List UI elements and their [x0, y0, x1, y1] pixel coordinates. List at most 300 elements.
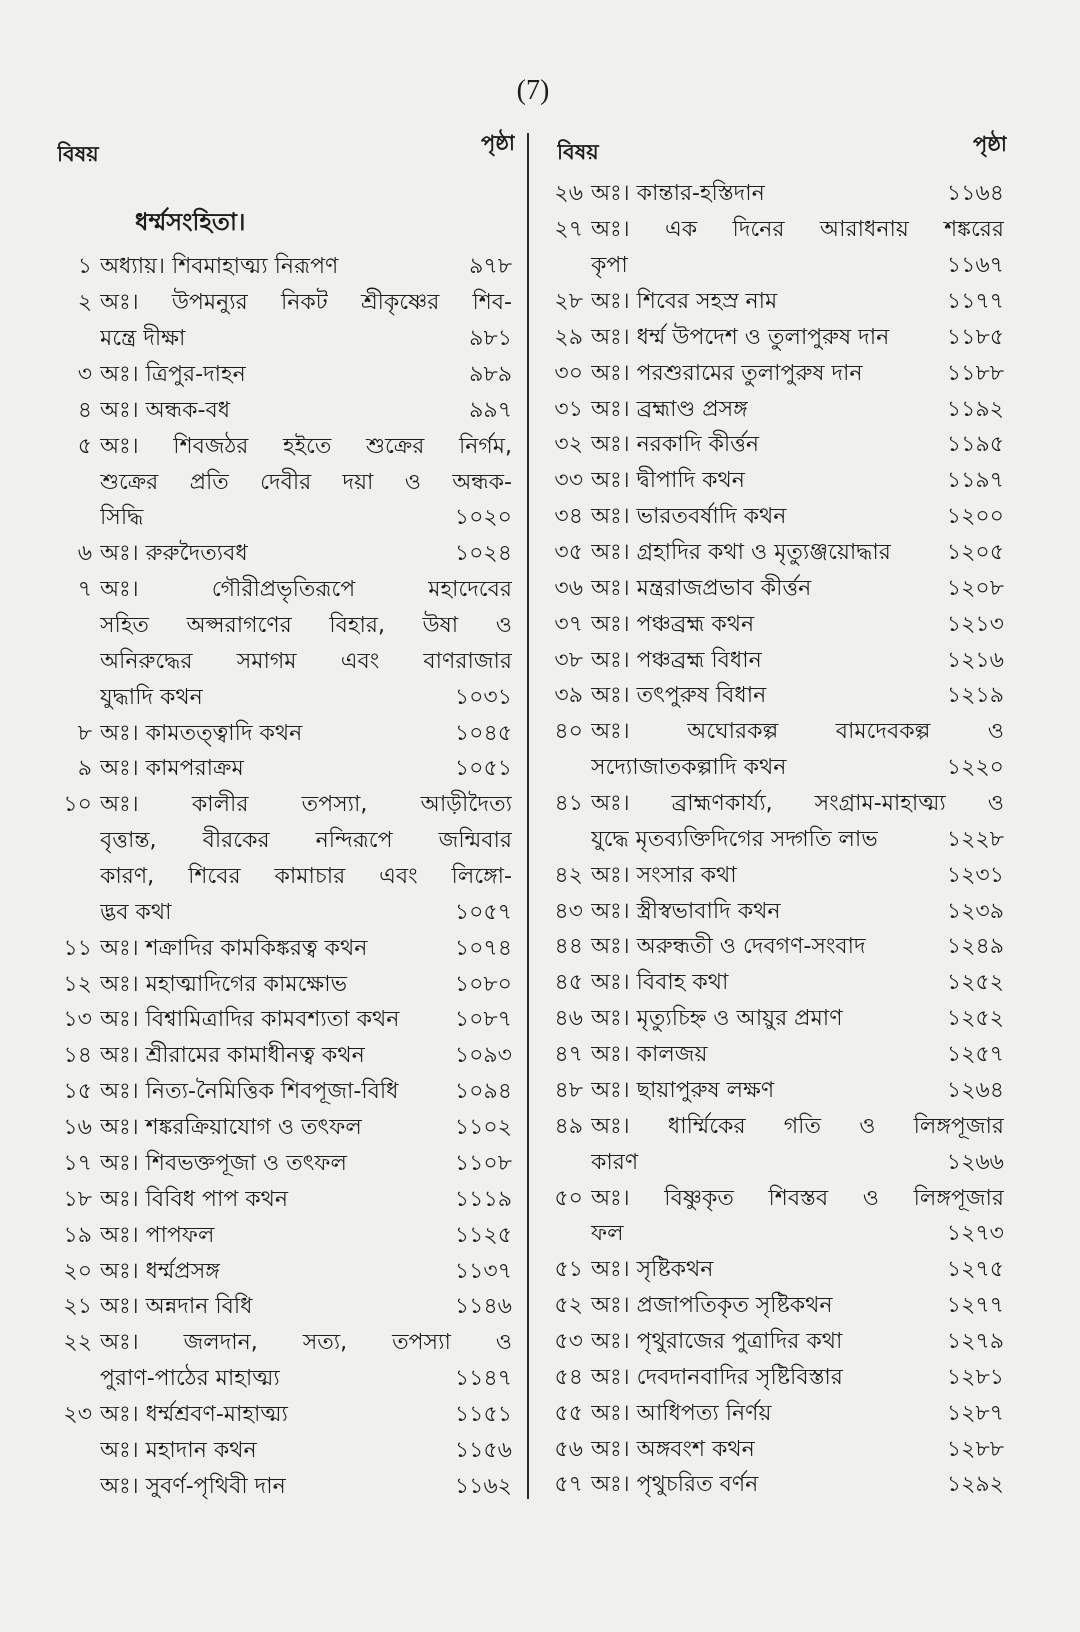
toc-entry-row	[54, 1433, 512, 1469]
page-reference: ১১০২	[454, 1115, 512, 1141]
toc-entry-row	[54, 501, 512, 537]
toc-entry	[54, 1326, 512, 1398]
page-reference: ১০২৪	[454, 541, 512, 567]
chapter-title-line: অঃ। শিবজঠর হইতে শুক্রের নির্গম,	[100, 433, 512, 459]
chapter-title-line: অঃ। কালজয়	[591, 1042, 708, 1068]
chapter-title-line: অঃ। পৃথুরাজের পুত্রাদির কথা	[591, 1328, 843, 1354]
toc-entry	[545, 930, 1004, 966]
chapter-title-line: অঃ। ছায়াপুরুষ লক্ষণ	[591, 1077, 775, 1103]
chapter-title-line: অঃ। বিশ্বামিত্রাদির কামবশ্যতা কথন	[100, 1007, 400, 1033]
toc-entry	[54, 1398, 512, 1434]
chapter-number: ২৯	[554, 324, 583, 350]
chapter-number: ৩৪	[554, 504, 583, 530]
chapter-number: ৪০	[554, 719, 583, 745]
page-reference: ১২৯২	[946, 1472, 1004, 1498]
toc-entry	[545, 356, 1004, 392]
toc-entry	[545, 464, 1004, 500]
chapter-number: ৩৬	[554, 575, 583, 601]
toc-entry	[545, 894, 1004, 930]
toc-entry-row	[54, 680, 512, 716]
chapter-number: ৫১	[554, 1257, 583, 1283]
chapter-title-line: অঃ। প্রজাপতিকৃত সৃষ্টিকথন	[591, 1293, 833, 1319]
toc-entry	[545, 1038, 1004, 1074]
chapter-title-line: অধ্যায়। শিবমাহাত্ম্য নিরূপণ	[100, 254, 339, 280]
toc-entry	[545, 679, 1004, 715]
page-reference: ১০৫৭	[454, 899, 512, 925]
toc-entry-row	[54, 788, 512, 824]
chapter-number: ৪৭	[554, 1042, 583, 1068]
toc-entry	[545, 643, 1004, 679]
chapter-title-line: অঃ। অঘোরকল্প বামদেবকল্প ও	[591, 719, 1004, 745]
page-reference: ১২৬৬	[946, 1149, 1004, 1175]
toc-entry	[545, 1181, 1004, 1253]
toc-entry	[545, 177, 1004, 213]
left-column-header-subject: বিষয়	[57, 142, 99, 166]
chapter-title-line: ফল	[591, 1221, 624, 1247]
page-reference: ১২৭৫	[946, 1257, 1004, 1283]
chapter-number: ৩৯	[554, 683, 583, 709]
toc-entry-row	[54, 465, 512, 501]
chapter-number: ১৩	[63, 1007, 92, 1033]
chapter-number: ৫৩	[554, 1328, 583, 1354]
toc-entry-row	[545, 1109, 1004, 1145]
toc-entry	[54, 1218, 512, 1254]
toc-entry-row	[545, 320, 1004, 356]
toc-entry-row	[545, 356, 1004, 392]
chapter-number: ৪	[77, 397, 92, 423]
chapter-number: ৪৮	[554, 1077, 583, 1103]
page-reference: ১১৮৮	[946, 360, 1004, 386]
toc-entry	[545, 1002, 1004, 1038]
toc-entry-row	[545, 679, 1004, 715]
toc-entry	[54, 1039, 512, 1075]
chapter-title-line: অঃ। শিবের সহস্র নাম	[591, 289, 778, 315]
chapter-number: ৩	[77, 362, 92, 388]
chapter-number: ১১	[63, 935, 92, 961]
chapter-title-line: পুরাণ-পাঠের মাহাত্ম্য	[100, 1366, 280, 1392]
page-reference: ১২৩৯	[946, 898, 1004, 924]
toc-entry-row	[545, 1289, 1004, 1325]
toc-entry	[545, 607, 1004, 643]
toc-entry-row	[54, 1146, 512, 1182]
toc-entry-row	[545, 643, 1004, 679]
toc-entry-row	[545, 213, 1004, 249]
toc-entry-row	[54, 1254, 512, 1290]
chapter-title-line: অঃ। ত্রিপুর-দাহন	[100, 362, 246, 388]
toc-entry	[54, 967, 512, 1003]
toc-entry-row	[545, 751, 1004, 787]
chapter-title-line: দ্ভব কথা	[100, 899, 172, 925]
toc-entry-row	[54, 716, 512, 752]
page-reference: ১২৭৯	[946, 1328, 1004, 1354]
chapter-number: ১০	[63, 792, 92, 818]
chapter-title-line: অঃ। দ্বীপাদি কথন	[591, 468, 745, 494]
toc-entry	[545, 1432, 1004, 1468]
chapter-number: ৩৮	[554, 647, 583, 673]
toc-entry	[545, 1468, 1004, 1504]
chapter-number: ২৩	[63, 1401, 92, 1427]
toc-entry	[545, 1396, 1004, 1432]
chapter-title-line: অঃ। অন্নদান বিধি	[100, 1294, 253, 1320]
page-reference: ১২৫৭	[946, 1042, 1004, 1068]
toc-entry	[54, 286, 512, 358]
chapter-title-line: অঃ। পৃথুচরিত বর্ণন	[591, 1472, 759, 1498]
page-reference: ১১৯৫	[946, 432, 1004, 458]
chapter-number: ২০	[63, 1258, 92, 1284]
chapter-title-line: অঃ। শঙ্করক্রিয়াযোগ ও তৎফল	[100, 1115, 362, 1141]
toc-entry-row	[54, 322, 512, 358]
page-reference: ১২৮৮	[946, 1436, 1004, 1462]
toc-entry-row	[545, 464, 1004, 500]
toc-entry	[54, 358, 512, 394]
page-reference: ৯৮১	[469, 326, 512, 352]
chapter-number: ৫৪	[554, 1364, 583, 1390]
toc-entry-row	[545, 1432, 1004, 1468]
page-reference: ১০৯৩	[454, 1043, 512, 1069]
page-reference: ১০৫১	[454, 756, 512, 782]
page-reference: ৯৯৭	[469, 397, 512, 423]
chapter-number: ৩৩	[554, 468, 583, 494]
toc-entry-row	[54, 644, 512, 680]
toc-entry-row	[54, 393, 512, 429]
toc-entry	[545, 285, 1004, 321]
page-reference: ৯৮৯	[469, 362, 512, 388]
toc-entry-row	[545, 177, 1004, 213]
toc-entry-row	[545, 1325, 1004, 1361]
chapter-title-line: সদ্যোজাতকল্পাদি কথন	[591, 755, 787, 781]
page-reference: ১০২০	[454, 505, 512, 531]
column-divider	[527, 133, 529, 1499]
chapter-number: ৪৫	[554, 970, 583, 996]
toc-entry	[545, 536, 1004, 572]
toc-entry-row	[54, 1469, 512, 1505]
toc-entry	[545, 1325, 1004, 1361]
chapter-title-line: সিদ্ধি	[100, 505, 144, 531]
chapter-title-line: অঃ। মহাত্মাদিগের কামক্ষোভ	[100, 971, 348, 997]
toc-entry-row	[545, 1217, 1004, 1253]
chapter-title-line: অঃ। নিত্য-নৈমিত্তিক শিবপূজা-বিধি	[100, 1079, 399, 1105]
chapter-title-line: অঃ। আধিপত্য নির্ণয়	[591, 1400, 772, 1426]
chapter-title-line: অঃ। পঞ্চব্রহ্ম কথন	[591, 611, 755, 637]
toc-entry	[545, 392, 1004, 428]
toc-entry	[54, 1146, 512, 1182]
page-reference: ১১২৫	[454, 1222, 512, 1248]
chapter-number: ৪২	[554, 862, 583, 888]
chapter-title-line: অঃ। মহাদান কথন	[100, 1437, 257, 1463]
chapter-number: ১	[77, 254, 92, 280]
toc-entry-row	[545, 428, 1004, 464]
chapter-title-line: অঃ। ধার্ম্মিকের গতি ও লিঙ্গপূজার	[591, 1113, 1004, 1139]
right-column-header-subject: বিষয়	[557, 140, 599, 164]
toc-entry	[54, 1433, 512, 1469]
toc-entry-row	[54, 1398, 512, 1434]
chapter-number: ২৭	[554, 217, 583, 243]
page-reference: ৯৭৮	[469, 254, 512, 280]
chapter-title-line: অঃ। বিবাহ কথা	[591, 970, 729, 996]
chapter-title-line: অঃ। ধর্ম্মপ্রসঙ্গ	[100, 1258, 220, 1284]
toc-entry-row	[54, 895, 512, 931]
toc-entry	[545, 1109, 1004, 1181]
toc-entry-row	[54, 931, 512, 967]
chapter-number: ১৭	[63, 1150, 92, 1176]
toc-entry-row	[54, 286, 512, 322]
page-reference: ১২০৮	[946, 575, 1004, 601]
toc-entry-row	[545, 1073, 1004, 1109]
page-reference: ১১৯২	[946, 396, 1004, 422]
chapter-number: ৮	[77, 720, 92, 746]
chapter-title-line: অনিরুদ্ধের সমাগম এবং বাণরাজার	[100, 648, 512, 674]
chapter-title-line: কারণ	[591, 1149, 639, 1175]
chapter-number: ৩২	[554, 432, 583, 458]
toc-entry	[545, 571, 1004, 607]
chapter-title-line: অঃ। কামপরাক্রম	[100, 756, 244, 782]
toc-entry-row	[54, 537, 512, 573]
toc-entry-row	[54, 1075, 512, 1111]
toc-entry	[545, 1253, 1004, 1289]
toc-entry	[545, 858, 1004, 894]
chapter-number: ২৮	[554, 289, 583, 315]
chapter-number: ৫	[77, 433, 92, 459]
toc-entry	[54, 573, 512, 716]
chapter-title-line: অঃ। পরশুরামের তুলাপুরুষ দান	[591, 360, 863, 386]
chapter-title-line: অঃ। পঞ্চব্রহ্ম বিধান	[591, 647, 762, 673]
chapter-title-line: অঃ। এক দিনের আরাধনায় শঙ্করের	[591, 217, 1004, 243]
toc-entry-row	[545, 930, 1004, 966]
toc-entry	[545, 320, 1004, 356]
toc-entry	[54, 1075, 512, 1111]
chapter-title-line: অঃ। ব্রাহ্মণকার্য্য, সংগ্রাম-মাহাত্ম্য ও	[591, 791, 1004, 817]
toc-entry	[54, 1469, 512, 1505]
chapter-title-line: অঃ। গৌরীপ্রভৃতিরূপে মহাদেবের	[100, 577, 512, 603]
page-reference: ১১৫৬	[454, 1437, 512, 1463]
chapter-number: ২১	[63, 1294, 92, 1320]
toc-entry-row	[545, 285, 1004, 321]
toc-entry-row	[545, 894, 1004, 930]
chapter-title-line: অঃ। দেবদানবাদির সৃষ্টিবিস্তার	[591, 1364, 843, 1390]
toc-entry	[54, 788, 512, 931]
chapter-title-line: মন্ত্রে দীক্ষা	[100, 326, 186, 352]
chapter-title-line: অঃ। রুরুদৈত্যবধ	[100, 541, 248, 567]
page-reference: ১১৯৭	[946, 468, 1004, 494]
page-reference: ১২৮১	[946, 1364, 1004, 1390]
toc-entry	[545, 428, 1004, 464]
chapter-title-line: অঃ। ধর্ম্মশ্রবণ-মাহাত্ম্য	[100, 1401, 288, 1427]
page-reference: ১১৮৫	[946, 324, 1004, 350]
left-column-header-page: পৃষ্ঠা	[480, 131, 515, 155]
chapter-title-line: অঃ। বিবিধ পাপ কথন	[100, 1186, 289, 1212]
toc-entry	[54, 716, 512, 752]
page-reference: ১০৪৫	[454, 720, 512, 746]
toc-entry-row	[54, 1362, 512, 1398]
toc-entry	[54, 752, 512, 788]
page-reference: ১০৩১	[454, 684, 512, 710]
toc-entry-row	[54, 1290, 512, 1326]
toc-entry-row	[54, 1111, 512, 1147]
toc-entry	[545, 500, 1004, 536]
toc-entry-row	[545, 536, 1004, 572]
chapter-title-line: যুদ্ধাদি কথন	[100, 684, 203, 710]
chapter-number: ৫২	[554, 1293, 583, 1319]
page-reference: ১২০৫	[946, 540, 1004, 566]
page-reference: ১২৫২	[946, 970, 1004, 996]
toc-entry	[54, 1290, 512, 1326]
chapter-number: ২৬	[554, 181, 583, 207]
chapter-title-line: অঃ। অন্ধক-বধ	[100, 397, 231, 423]
page-reference: ১১৪৬	[454, 1294, 512, 1320]
page-reference: ১২০০	[946, 504, 1004, 530]
toc-entry-row	[545, 571, 1004, 607]
toc-entry-row	[545, 500, 1004, 536]
chapter-number: ৪৩	[554, 898, 583, 924]
toc-entry-row	[54, 573, 512, 609]
page-reference: ১১১৯	[454, 1186, 512, 1212]
chapter-number: ৯	[77, 756, 92, 782]
toc-entry	[545, 1289, 1004, 1325]
toc-entry-row	[54, 1003, 512, 1039]
toc-entry	[54, 931, 512, 967]
page-reference: ১২৭৭	[946, 1293, 1004, 1319]
chapter-title-line: অঃ। ধর্ম্ম উপদেশ ও তুলাপুরুষ দান	[591, 324, 890, 350]
chapter-title-line: অঃ। সৃষ্টিকথন	[591, 1257, 714, 1283]
page-reference: ১১৭৭	[946, 289, 1004, 315]
chapter-number: ৫৬	[554, 1436, 583, 1462]
chapter-number: ৩৭	[554, 611, 583, 637]
chapter-number: ১৯	[63, 1222, 92, 1248]
chapter-title-line: অঃ। কামতত্ত্বাদি কথন	[100, 720, 303, 746]
toc-entry-row	[54, 1326, 512, 1362]
toc-entry-row	[54, 609, 512, 645]
toc-entry-row	[54, 250, 512, 286]
chapter-title-line: অঃ। উপমন্যুর নিকট শ্রীকৃষ্ণের শিব-	[100, 290, 512, 316]
toc-entry	[54, 1111, 512, 1147]
toc-entry	[545, 1360, 1004, 1396]
chapter-title-line: অঃ। স্ত্রীস্বভাবাদি কথন	[591, 898, 781, 924]
page-reference: ১১৩৭	[454, 1258, 512, 1284]
page-reference: ১০৯৪	[454, 1079, 512, 1105]
page-reference: ১২৫২	[946, 1006, 1004, 1032]
toc-entry	[545, 787, 1004, 859]
page-reference: ১২৭৩	[946, 1221, 1004, 1247]
chapter-title-line: অঃ। অঙ্গবংশ কথন	[591, 1436, 755, 1462]
page-reference: ১০৮০	[454, 971, 512, 997]
toc-entry	[54, 429, 512, 537]
chapter-title-line: শুক্রের প্রতি দেবীর দয়া ও অন্ধক-	[100, 469, 512, 495]
page-reference: ১২১৩	[946, 611, 1004, 637]
toc-entry-row	[545, 1253, 1004, 1289]
page-reference: ১২১৬	[946, 647, 1004, 673]
chapter-title-line: বৃত্তান্ত, বীরকের নন্দিরূপে জন্মিবার	[100, 828, 512, 854]
chapter-number: ১৫	[63, 1079, 92, 1105]
toc-entry	[545, 1073, 1004, 1109]
toc-entry-row	[54, 1182, 512, 1218]
toc-entry-row	[545, 858, 1004, 894]
page-reference: ১১৫১	[454, 1401, 512, 1427]
toc-entry-row	[545, 822, 1004, 858]
toc-entry	[54, 1003, 512, 1039]
chapter-number: ১৪	[63, 1043, 92, 1069]
chapter-title-line: অঃ। সুবর্ণ-পৃথিবী দান	[100, 1473, 286, 1499]
chapter-number: ৪৯	[554, 1113, 583, 1139]
chapter-number: ১২	[63, 971, 92, 997]
chapter-title-line: যুদ্ধে মৃতব্যক্তিদিগের সদ্গতি লাভ	[591, 826, 878, 852]
left-contents-column	[54, 250, 512, 1510]
chapter-number: ৩১	[554, 396, 583, 422]
chapter-title-line: অঃ। জলদান, সত্য, তপস্যা ও	[100, 1330, 512, 1356]
page-number-heading: (7)	[516, 75, 550, 106]
page-reference: ১০৮৭	[454, 1007, 512, 1033]
chapter-title-line: কারণ, শিবের কামাচার এবং লিঙ্গো-	[100, 864, 512, 890]
chapter-number: ১৮	[63, 1186, 92, 1212]
chapter-number: ১৬	[63, 1115, 92, 1141]
chapter-number: ৭	[77, 577, 92, 603]
chapter-number: ৪৬	[554, 1006, 583, 1032]
chapter-title-line: কৃপা	[591, 253, 628, 279]
toc-entry-row	[54, 358, 512, 394]
page-reference: ১২২৮	[946, 826, 1004, 852]
toc-entry-row	[54, 1218, 512, 1254]
chapter-title-line: অঃ। শক্রাদির কামকিঙ্করত্ব কথন	[100, 935, 368, 961]
chapter-number: ৩৫	[554, 540, 583, 566]
chapter-number: ৫৫	[554, 1400, 583, 1426]
toc-entry	[54, 393, 512, 429]
toc-entry	[54, 1254, 512, 1290]
chapter-title-line: অঃ। ব্রহ্মাণ্ড প্রসঙ্গ	[591, 396, 748, 422]
right-contents-column	[545, 177, 1004, 1507]
chapter-title-line: অঃ। ভারতবর্ষাদি কথন	[591, 504, 787, 530]
toc-entry-row	[545, 1181, 1004, 1217]
chapter-number: ৩০	[554, 360, 583, 386]
page-reference: ১১৬৭	[946, 253, 1004, 279]
chapter-title-line: অঃ। কান্তার-হস্তিদান	[591, 181, 765, 207]
chapter-number: ৫৭	[554, 1472, 583, 1498]
chapter-number: ৫০	[554, 1185, 583, 1211]
page-reference: ১২২০	[946, 755, 1004, 781]
toc-entry-row	[54, 860, 512, 896]
chapter-number: ৪৪	[554, 934, 583, 960]
chapter-number: ২	[77, 290, 92, 316]
chapter-title-line: অঃ। শ্রীরামের কামাধীনত্ব কথন	[100, 1043, 365, 1069]
toc-entry	[54, 1182, 512, 1218]
chapter-title-line: অঃ। শিবভক্তপূজা ও তৎফল	[100, 1150, 347, 1176]
toc-entry-row	[54, 429, 512, 465]
chapter-title-line: অঃ। তৎপুরুষ বিধান	[591, 683, 767, 709]
toc-entry-row	[545, 1038, 1004, 1074]
chapter-title-line: অঃ। মৃত্যুচিহ্ন ও আয়ুর প্রমাণ	[591, 1006, 843, 1032]
toc-entry	[54, 537, 512, 573]
page-reference: ১১৪৭	[454, 1366, 512, 1392]
chapter-title-line: অঃ। অরুন্ধতী ও দেবগণ-সংবাদ	[591, 934, 866, 960]
page-reference: ১২১৯	[946, 683, 1004, 709]
page-reference: ১২৪৯	[946, 934, 1004, 960]
chapter-title-line: অঃ। গ্রহাদির কথা ও মৃত্যুঞ্জয়োদ্ধার	[591, 540, 891, 566]
chapter-number: ২২	[63, 1330, 92, 1356]
toc-entry-row	[54, 1039, 512, 1075]
chapter-number: ৪১	[554, 791, 583, 817]
toc-entry	[545, 213, 1004, 285]
chapter-title-line: অঃ। বিষ্ণুকৃত শিবস্তব ও লিঙ্গপূজার	[591, 1185, 1004, 1211]
chapter-number: ৬	[77, 541, 92, 567]
chapter-title-line: অঃ। পাপফল	[100, 1222, 215, 1248]
right-column-header-page: পৃষ্ঠা	[972, 132, 1007, 156]
page-reference: ১২৩১	[946, 862, 1004, 888]
toc-entry-row	[545, 1396, 1004, 1432]
toc-entry-row	[545, 787, 1004, 823]
toc-entry-row	[545, 1145, 1004, 1181]
chapter-title-line: অঃ। সংসার কথা	[591, 862, 737, 888]
page-reference: ১২৬৪	[946, 1077, 1004, 1103]
toc-entry-row	[54, 752, 512, 788]
toc-entry-row	[545, 715, 1004, 751]
